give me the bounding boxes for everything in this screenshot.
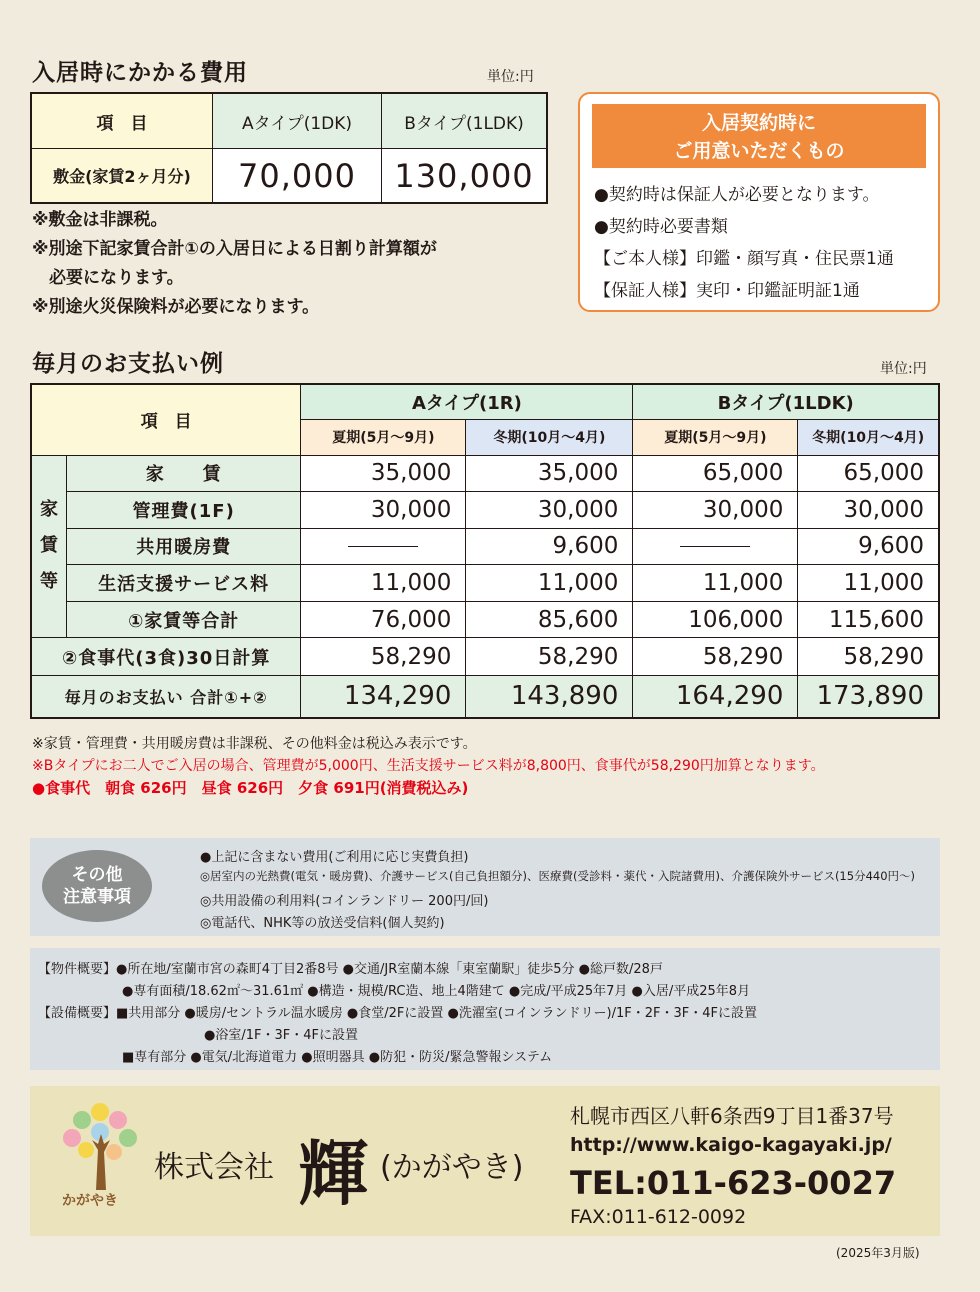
tax-note: ※家賃・管理費・共用暖房費は非課税、その他料金は税込み表示です。 xyxy=(32,736,477,752)
support-a-winter: 11,000 xyxy=(466,565,633,602)
section1-unit: 単位:円 xyxy=(487,69,534,85)
total-a-winter: 143,890 xyxy=(466,675,633,718)
renttotal-b-winter: 115,600 xyxy=(798,601,939,638)
rent-group-label xyxy=(31,455,67,638)
note-line: 必要になります。 xyxy=(32,268,184,288)
group-char: 賃 xyxy=(40,535,58,557)
company-address: 札幌市西区八軒6条西9丁目1番37号 xyxy=(570,1104,894,1128)
contract-line: ●契約時は保証人が必要となります。 xyxy=(594,185,880,205)
facility-line: ●浴室/1F・3F・4Fに設置 xyxy=(204,1028,358,1043)
badge-line1: その他 xyxy=(71,865,123,885)
other-costs-box xyxy=(30,838,940,936)
row-label-management: 管理費(1F) xyxy=(67,492,301,529)
mgmt-a-summer: 30,000 xyxy=(301,492,466,529)
contract-line: ●契約時必要書類 xyxy=(594,217,728,237)
company-url[interactable]: http://www.kaigo-kagayaki.jp/ xyxy=(570,1134,892,1156)
edition-label: (2025年3月版) xyxy=(836,1246,920,1260)
meal-a-summer: 58,290 xyxy=(301,638,466,676)
rent-a-summer: 35,000 xyxy=(301,455,466,492)
contract-line: 【ご本人様】印鑑・顔写真・住民票1通 xyxy=(594,249,894,269)
support-b-winter: 11,000 xyxy=(798,565,939,602)
note-line: ※敷金は非課税。 xyxy=(32,210,168,230)
group-char: 等 xyxy=(40,571,58,593)
header-winter-b: 冬期(10月〜4月) xyxy=(798,420,939,456)
total-a-summer: 134,290 xyxy=(301,675,466,718)
heating-b-winter: 9,600 xyxy=(798,528,939,565)
company-fax: FAX:011-612-0092 xyxy=(570,1206,747,1228)
meal-b-winter: 58,290 xyxy=(798,638,939,676)
row-label-heating: 共用暖房費 xyxy=(67,528,301,565)
other-notes-badge xyxy=(42,850,152,922)
contract-line: 【保証人様】実印・印鑑証明証1通 xyxy=(594,281,860,301)
move-in-header-item: 項 目 xyxy=(31,93,213,149)
rent-a-winter: 35,000 xyxy=(466,455,633,492)
section2-title: 毎月のお支払い例 xyxy=(32,351,224,377)
rent-b-winter: 65,000 xyxy=(798,455,939,492)
row-label-rent: 家 賃 xyxy=(67,455,301,492)
rent-b-summer: 65,000 xyxy=(633,455,798,492)
deposit-b: 130,000 xyxy=(382,149,548,204)
monthly-header-a: Aタイプ(1R) xyxy=(301,384,633,420)
facility-line: 【設備概要】■共用部分 ●暖房/セントラル温水暖房 ●食堂/2Fに設置 ●洗濯室(コインランドリー)/1F・2F・3F・4Fに設置 xyxy=(38,1006,757,1021)
renttotal-a-winter: 85,600 xyxy=(466,601,633,638)
other-line: ◎電話代、NHK等の放送受信料(個人契約) xyxy=(200,916,445,931)
monthly-header-b: Bタイプ(1LDK) xyxy=(633,384,939,420)
section1-title: 入居時にかかる費用 xyxy=(32,60,248,86)
header-summer-b: 夏期(5月〜9月) xyxy=(633,420,798,456)
group-char: 家 xyxy=(40,499,58,521)
deposit-label: 敷金(家賃2ヶ月分) xyxy=(31,149,213,204)
note-line: ※別途火災保険料が必要になります。 xyxy=(32,297,320,317)
move-in-header-a: Aタイプ(1DK) xyxy=(213,93,382,149)
other-line: ◎共用設備の利用料(コインランドリー 200円/回) xyxy=(200,894,489,909)
monthly-payment-table xyxy=(30,383,940,719)
mgmt-b-winter: 30,000 xyxy=(798,492,939,529)
note-line: ※別途下記家賃合計①の入居日による日割り計算額が xyxy=(32,239,437,259)
property-line: ●専有面積/18.62㎡〜31.61㎡ ●構造・規模/RC造、地上4階建て ●完成/平成25年7月 ●入居/平成25年8月 xyxy=(122,984,751,999)
move-in-cost-table xyxy=(30,92,548,204)
mgmt-b-summer: 30,000 xyxy=(633,492,798,529)
monthly-notes xyxy=(32,733,825,799)
meal-price-note: ●食事代 朝食 626円 昼食 626円 夕食 691円(消費税込み) xyxy=(32,779,469,797)
support-b-summer: 11,000 xyxy=(633,565,798,602)
header-summer-a: 夏期(5月〜9月) xyxy=(301,420,466,456)
monthly-header-item: 項 目 xyxy=(31,384,301,455)
meal-b-summer: 58,290 xyxy=(633,638,798,676)
other-line: ◎居室内の光熱費(電気・暖房費)、介護サービス(自己負担額分)、医療費(受診料・薬代・入院諸費用)、介護保険外サービス(15分440円〜) xyxy=(200,869,916,883)
row-label-total: 毎月のお支払い 合計①+② xyxy=(31,675,301,718)
dash-line xyxy=(680,546,750,547)
badge-line2: 注意事項 xyxy=(63,887,131,907)
contract-box-title xyxy=(592,104,926,168)
support-a-summer: 11,000 xyxy=(301,565,466,602)
company-reading: (かがやき) xyxy=(380,1150,524,1185)
move-in-header-b: Bタイプ(1LDK) xyxy=(382,93,548,149)
mgmt-a-winter: 30,000 xyxy=(466,492,633,529)
contract-title-line2: ご用意いただくもの xyxy=(673,140,845,162)
heating-a-summer xyxy=(301,528,466,565)
total-b-summer: 164,290 xyxy=(633,675,798,718)
company-tel: TEL:011-623-0027 xyxy=(570,1164,897,1202)
contract-title-line1: 入居契約時に xyxy=(701,112,816,134)
header-winter-a: 冬期(10月〜4月) xyxy=(466,420,633,456)
renttotal-a-summer: 76,000 xyxy=(301,601,466,638)
row-label-rent-total: ①家賃等合計 xyxy=(67,601,301,638)
renttotal-b-summer: 106,000 xyxy=(633,601,798,638)
move-in-notes xyxy=(32,206,437,322)
row-label-meal: ②食事代(3食)30日計算 xyxy=(31,638,301,676)
dash-line xyxy=(348,546,418,547)
property-overview-box xyxy=(30,948,940,1070)
other-line: ●上記に含まない費用(ご利用に応じ実費負担) xyxy=(200,850,469,865)
row-label-support: 生活支援サービス料 xyxy=(67,565,301,602)
heating-a-winter: 9,600 xyxy=(466,528,633,565)
company-prefix: 株式会社 xyxy=(154,1150,274,1185)
company-footer xyxy=(30,1086,940,1236)
section2-unit: 単位:円 xyxy=(880,361,927,377)
company-kanji: 輝 xyxy=(298,1132,368,1215)
deposit-a: 70,000 xyxy=(213,149,382,204)
facility-line: ■専有部分 ●電気/北海道電力 ●照明器具 ●防犯・防災/緊急警報システム xyxy=(122,1050,553,1065)
total-b-winter: 173,890 xyxy=(798,675,939,718)
property-line: 【物件概要】●所在地/室蘭市宮の森町4丁目2番8号 ●交通/JR室蘭本線「東室蘭駅」徒歩5分 ●総戸数/28戸 xyxy=(38,962,663,977)
meal-a-winter: 58,290 xyxy=(466,638,633,676)
logo-text: かがやき xyxy=(62,1193,118,1209)
contract-requirements-box xyxy=(578,92,940,312)
heating-b-summer xyxy=(633,528,798,565)
couple-note: ※Bタイプにお二人でご入居の場合、管理費が5,000円、生活支援サービス料が8,800円、食事代が58,290円加算となります。 xyxy=(32,758,825,774)
